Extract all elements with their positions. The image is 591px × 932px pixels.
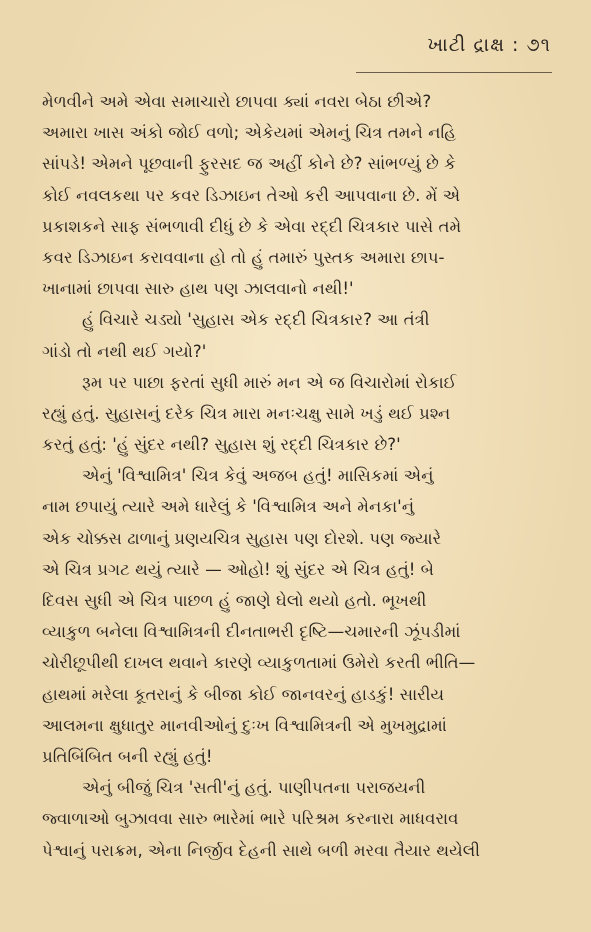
text-line: આલમના ક્ષુધાતુર માનવીઓનું દુઃખ વિશ્વામિત્રની એ મુખમુદ્રામાં <box>42 715 447 735</box>
paragraph-start-line: એનું 'વિશ્વામિત્ર' ચિત્ર કેવું અજબ હતું! માસિકમાં એનું <box>82 466 434 486</box>
text-line: અમારા ખાસ અંકો જોઈ વળો; એકેયમાં એમનું ચિત્ર તમને નહિ <box>42 123 456 143</box>
text-line: ગાંડો તો નથી થઈ ગયો?' <box>42 341 207 361</box>
text-line: હાથમાં મરેલા કૂતરાનું કે બીજા કોઈ જાનવરનું હાડકું! સારીય <box>42 684 445 704</box>
text-line: વ્યાકુળ બનેલા વિશ્વામિત્રની દીનતાભરી દૃષ્ટિ—ચમારની ઝૂંપડીમાં <box>42 622 461 642</box>
text-line: એક ચોક્કસ ઢાળાનું પ્રણયચિત્ર સુહાસ પણ દોરશે. પણ જ્યારે <box>42 528 442 548</box>
text-line: કવર ડિઝાઇન કરાવવાના હો તો હું તમારું પુસ્તક અમારા છાપ- <box>42 247 445 267</box>
text-line: ખાનામાં છાપવા સારુ હાથ પણ ઝાલવાનો નથી!' <box>42 279 354 299</box>
header-rule <box>356 72 552 73</box>
text-line: ચોરીછૂપીથી દાખલ થવાને કારણે વ્યાકુળતામાં ઉમેરો કરતી ભીતિ— <box>42 653 476 673</box>
text-line: પેશ્વાનું પરાક્રમ, એના નિર્જીવ દેહની સાથે બળી મરવા તૈયાર થયેલી <box>42 840 481 860</box>
paragraph-start-line: રૂમ પર પાછા ફરતાં સુધી મારું મન એ જ વિચારોમાં રોકાઈ <box>82 372 457 392</box>
text-line: મેળવીને અમે એવા સમાચારો છાપવા ક્યાં નવરા બેઠા છીએ? <box>42 92 432 111</box>
text-line: પ્રકાશકને સાફ સંભળાવી દીધું છે કે એવા રદ્દી ચિત્રકાર પાસે તમે <box>42 216 462 236</box>
text-line: નામ છપાયું ત્યારે અમે ધારેલું કે 'વિશ્વામિત્ર અને મેનકા'નું <box>42 497 415 517</box>
text-line: કોઈ નવલકથા પર કવર ડિઝાઇન તેઓ કરી આપવાના છે. મેં એ <box>42 185 461 205</box>
text-line: સાંપડે! એમને પૂછવાની ફુરસદ જ અહીં કોને છે? સાંભળ્યું છે કે <box>42 154 456 174</box>
text-line: રહ્યું હતું. સુહાસનું દરેક ચિત્ર મારા મનઃચક્ષુ સામે ખડું થઈ પ્રશ્ન <box>42 403 451 423</box>
text-line: દિવસ સુધી એ ચિત્ર પાછળ હું જાણે ઘેલો થયો હતો. ભૂખથી <box>42 591 427 610</box>
text-line: જ્વાળાઓ બુઝાવવા સારુ ભારેમાં ભારે પરિશ્રમ કરનારા માધવરાવ <box>42 809 459 829</box>
body-text <box>42 86 552 866</box>
running-header: ખાટી દ્રાક્ષ : ૭૧ <box>427 34 551 56</box>
text-line: પ્રતિબિંબિત બની રહ્યું હતું! <box>42 746 213 766</box>
paragraph-start-line: હું વિચારે ચડ્યો 'સુહાસ એક રદ્દી ચિત્રકાર? આ તંત્રી <box>82 310 430 330</box>
paragraph-start-line: એનું બીજું ચિત્ર 'સતી'નું હતું. પાણીપતના પરાજયની <box>82 778 426 798</box>
text-line: કરતું હતું: 'હું સુંદર નથી? સુહાસ શું રદ્દી ચિત્રકાર છે?' <box>42 435 401 455</box>
text-line: એ ચિત્ર પ્રગટ થયું ત્યારે — ઓહો! શું સુંદર એ ચિત્ર હતું! બે <box>42 559 434 579</box>
